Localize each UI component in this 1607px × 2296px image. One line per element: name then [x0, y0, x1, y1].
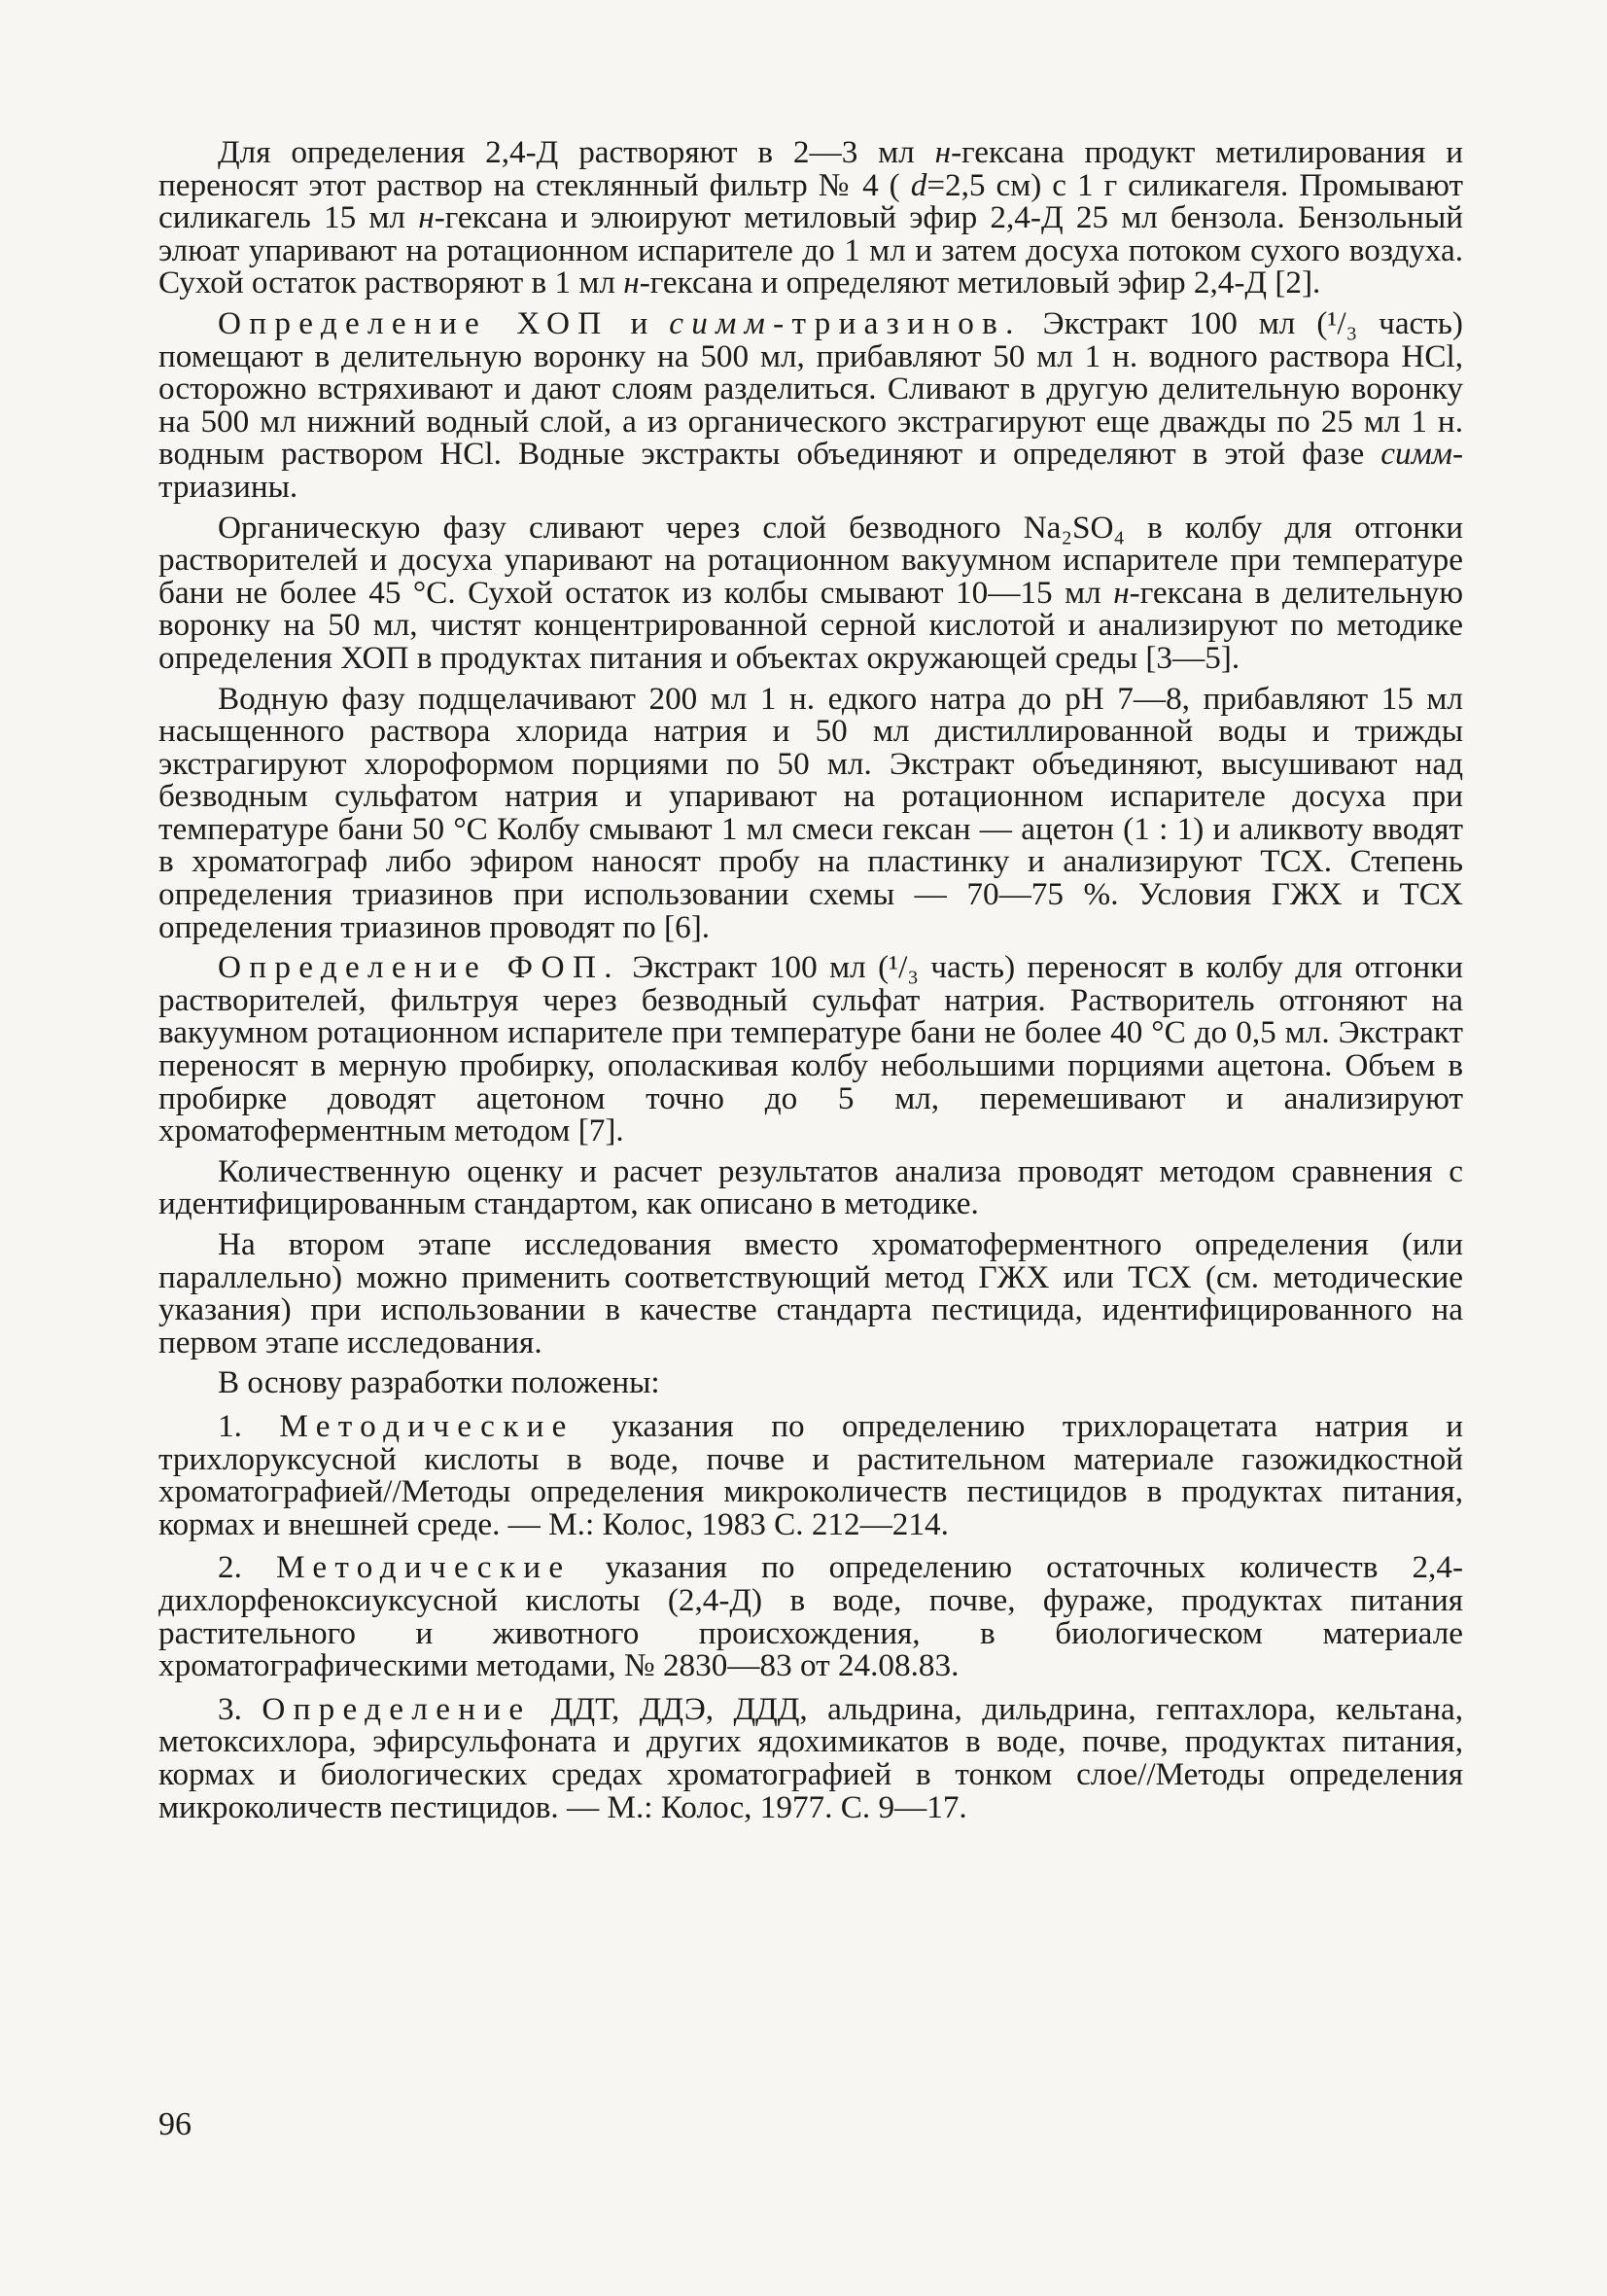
text-run: и	[609, 304, 670, 341]
text-run: Водную фазу подщелачивают 200 мл 1 н. едкого натра до рН 7—8, прибавляют 15 мл насыщенного раствора хлорида натрия и 50 мл дистиллированной воды и трижды экстрагируют хлороформом порциями по 50 мл. Экстракт объединяют, высушивают над безводным сульфатом натрия и упаривают на ротационном испарителе досуха при температуре бани 50 °С Колбу смывают 1 мл смеси гексан — ацетон (1 : 1) и аликвоту вводят в хроматограф либо эфиром наносят пробу на пластинку и анализируют ТСХ. Степень определения триазинов при использовании схемы — 70—75 %. Условия ГЖХ и ТСХ определения триазинов проводят по [6].	[158, 680, 1463, 945]
text-run: 3.	[218, 1690, 262, 1727]
reference-item	[158, 1690, 1464, 1825]
text-run: -триазинов.	[773, 304, 1022, 341]
paragraph	[158, 1366, 1463, 1399]
text-run: 2.	[218, 1549, 276, 1586]
text-run: Методические	[279, 1407, 575, 1444]
text-run: ДДТ, ДДЭ, ДДД, альдрина, дильдрина, гептахлора, кельтана, метоксихлора, эфирсульфоната и других ядохимикатов в воде, почве, продуктах питания, кормах и биологических средах хроматографией в тонком слое//Методы определения микроколичеств пестицидов. — М.: Колос, 1977. С. 9—17.	[158, 1690, 1464, 1825]
text-run: Экстракт 100 мл (¹/₃ часть) помещают в делительную воронку на 500 мл, прибавляют 50 мл 1 н. водного раствора HCl, осторожно встряхивают и дают слоям разделиться. Сливают в другую делительную воронку на 500 мл нижний водный слой, а из органического экстрагируют еще дважды по 25 мл 1 н. водным раствором HCl. Водные экстракты объединяют и определяют в этой фазе	[158, 304, 1463, 473]
text-run: -гексана и элюируют метиловый эфир 2,4-Д 25 мл бензола. Бензольный элюат упаривают на ротационном испарителе до 1 мл и затем досуха потоком сухого воздуха. Сухой остаток растворяют в 1 мл	[158, 199, 1464, 301]
paragraph	[158, 680, 1463, 945]
text-run: Определение ХОП	[218, 304, 610, 341]
paragraph	[158, 304, 1463, 505]
paragraph	[158, 136, 1463, 300]
paragraph	[158, 1228, 1463, 1359]
text-run: н	[934, 134, 952, 170]
paragraph	[158, 951, 1463, 1148]
text-run: -гексана в делительную воронку на 50 мл, чистят концентрированной серной кислотой и анализируют по методике определения ХОП в продуктах питания и объектах окружающей среды [3—5].	[158, 574, 1463, 676]
text-run: Определение	[262, 1690, 532, 1727]
reference-item	[158, 1549, 1463, 1684]
text-run: d	[910, 166, 927, 203]
text-run: Для определения 2,4-Д растворяют в 2—3 мл	[218, 134, 935, 170]
paragraph	[158, 509, 1463, 676]
paragraph	[158, 1152, 1463, 1222]
text-run: Экстракт 100 мл (¹/₃ часть) переносят в колбу для отгонки растворителей, фильтруя через безводный сульфат натрия. Растворитель отгоняют на вакуумном ротационном испарителе при температуре бани не более 40 °С до 0,5 мл. Экстракт переносят в мерную пробирку, ополаскивая колбу небольшими порциями ацетона. Объем в пробирке доводят ацетоном точно до 5 мл, перемешивают и анализируют хроматоферментным методом [7].	[158, 949, 1463, 1149]
text-run: указания по определению трихлорацетата натрия и трихлоруксусной кислоты в воде, почве и растительном материале газожидкостной хроматографией//Методы определения микроколичеств пестицидов в продуктах питания, кормах и внешней среде. — М.: Колос, 1983 С. 212—214.	[158, 1407, 1464, 1542]
text-run: симм	[1380, 436, 1452, 473]
page-number: 96	[158, 2106, 192, 2142]
text-run: н	[418, 199, 435, 236]
text-run: Количественную оценку и расчет результатов анализа проводят методом сравнения с идентифицированным стандартом, как описано в методике.	[158, 1152, 1463, 1222]
text-run: Органическую фазу сливают через слой безводного Na₂SO₄ в колбу для отгонки растворителей и досуха упаривают на ротационном вакуумном испарителе при температуре бани не более 45 °С. Сухой остаток из колбы смывают 10—15 мл	[158, 509, 1463, 611]
text-run: На втором этапе исследования вместо хроматоферментного определения (или параллельно) можно применить соответствующий метод ГЖХ или ТСХ (см. методические указания) при использовании в качестве стандарта пестицида, идентифицированного на первом этапе исследования.	[158, 1226, 1463, 1360]
text-run: =2,5 см) с 1 г силикагеля. Промывают силикагель 15 мл	[158, 166, 1463, 236]
text-run: Определение ФОП.	[218, 949, 620, 986]
text-run: указания по определению остаточных количеств 2,4-дихлорфеноксиуксусной кислоты (2,4-Д) в воде, почве, фураже, продуктах питания растительного и животного происхождения, в биологическом материале хроматографическими методами, № 2830—83 от 24.08.83.	[158, 1549, 1463, 1684]
reference-item	[158, 1407, 1464, 1542]
text-run: Методические	[276, 1549, 572, 1586]
text-run: -гексана и определяют метиловый эфир 2,4-Д [2].	[639, 265, 1321, 301]
text-run: -триазины.	[158, 436, 1463, 505]
text-run: 1.	[218, 1407, 280, 1444]
text-run: -гексана продукт метилирования и переносят этот раствор на стеклянный фильтр № 4 (	[158, 134, 1463, 203]
text-run: н	[623, 265, 640, 301]
text-run: симм	[669, 304, 774, 341]
text-run: В основу разработки положены:	[218, 1364, 660, 1401]
text-run: н	[1113, 574, 1130, 611]
body-text	[158, 136, 1463, 1823]
